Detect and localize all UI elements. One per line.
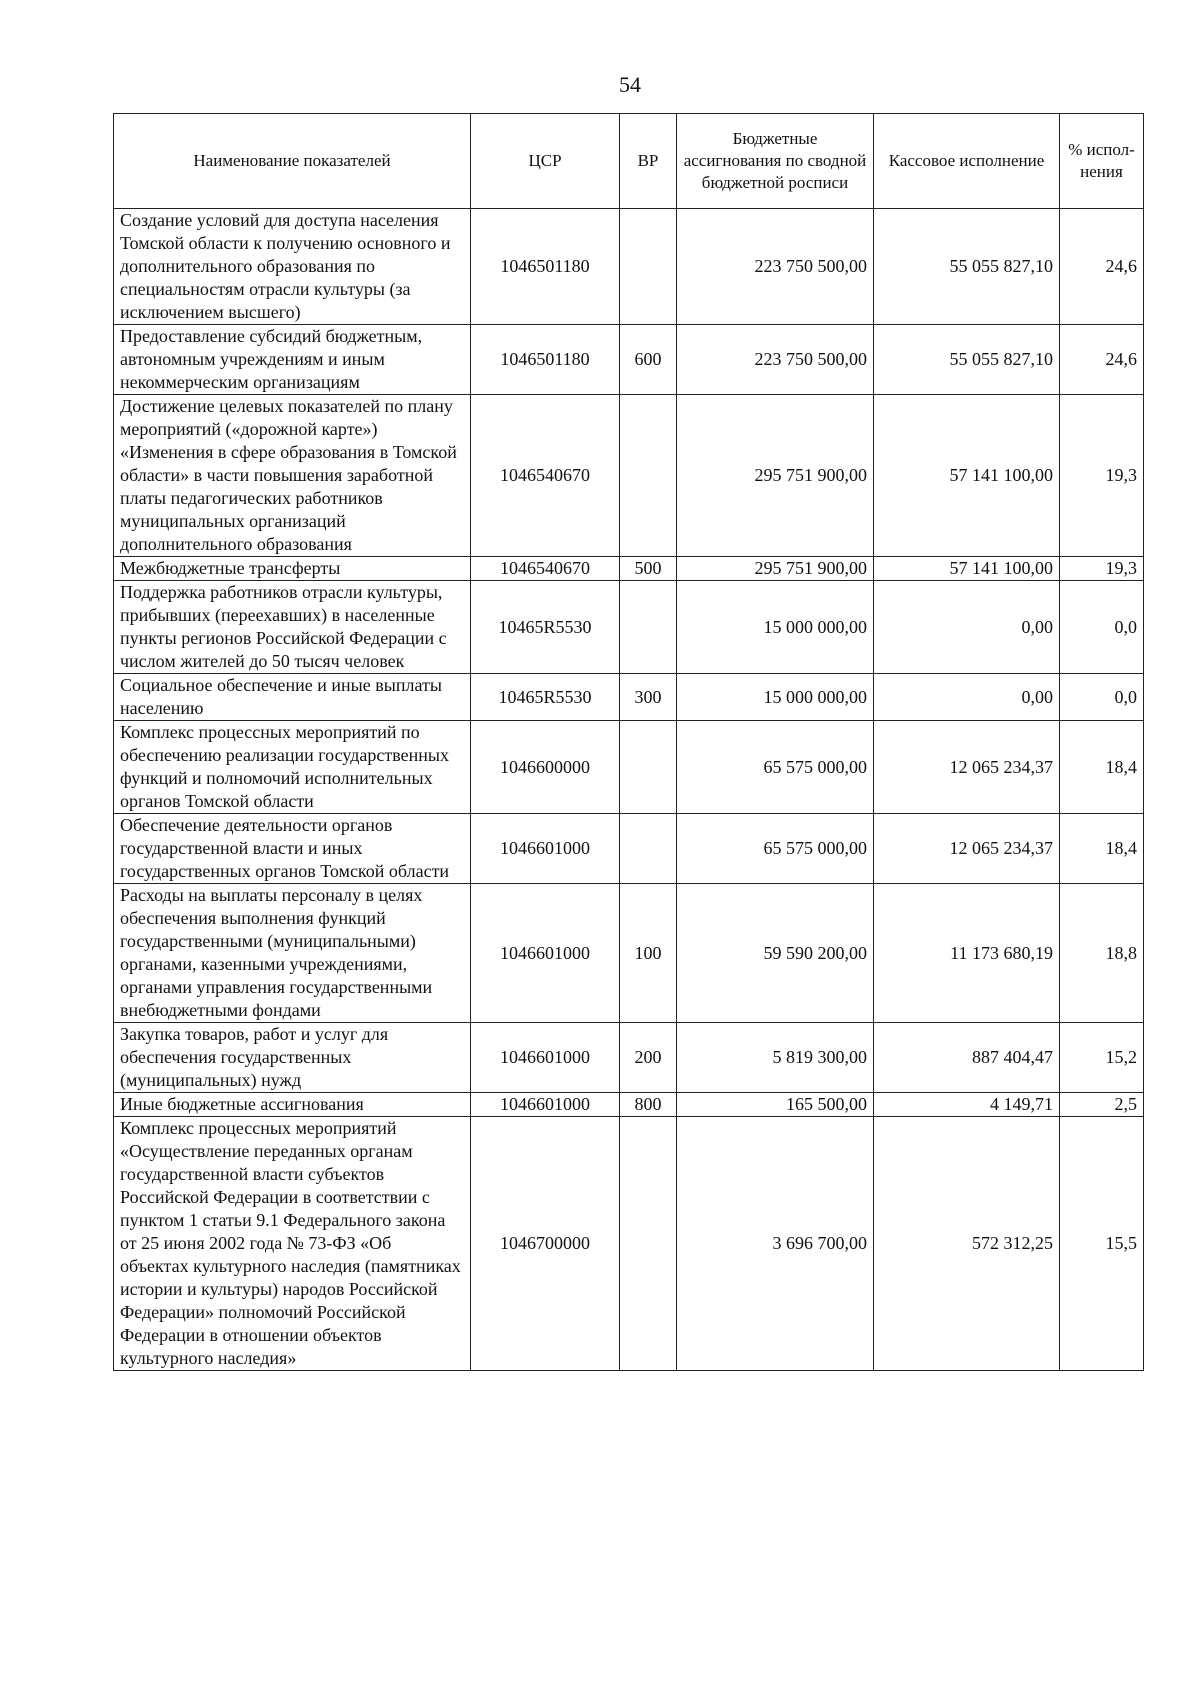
table-row: [114, 209, 1144, 325]
cell-vr: [620, 1117, 677, 1371]
cell-csr: 10465R5530: [471, 674, 620, 721]
cell-name: Социальное обеспечение и иные выплаты населению: [114, 674, 471, 721]
cell-csr: 1046540670: [471, 557, 620, 581]
cell-csr: 10465R5530: [471, 581, 620, 674]
cell-cash: 0,00: [874, 674, 1060, 721]
cell-vr: [620, 395, 677, 557]
cell-name: Поддержка работников отрасли культуры, прибывших (переехавших) в населенные пункты регионов Российской Федерации с числом жителей до 50 тысяч человек: [114, 581, 471, 674]
cell-cash: 12 065 234,37: [874, 721, 1060, 814]
cell-cash: 12 065 234,37: [874, 814, 1060, 884]
cell-name: Комплекс процессных мероприятий «Осуществление переданных органам государственной власти субъектов Российской Федерации в соответствии с пунктом 1 статьи 9.1 Федерального закона от 25 июня 2002 года № 73-ФЗ «Об объектах культурного наследия (памятниках истории и культуры) народов Российской Федерации» полномочий Российской Федерации в отношении объектов культурного наследия»: [114, 1117, 471, 1371]
cell-cash: 57 141 100,00: [874, 395, 1060, 557]
cell-vr: 600: [620, 325, 677, 395]
table-row: [114, 721, 1144, 814]
cell-pct: 2,5: [1060, 1093, 1144, 1117]
cell-pct: 24,6: [1060, 325, 1144, 395]
table-row: [114, 1093, 1144, 1117]
cell-vr: 100: [620, 884, 677, 1023]
cell-vr: [620, 581, 677, 674]
cell-pct: 19,3: [1060, 395, 1144, 557]
header-pct: % испол-нения: [1060, 114, 1144, 209]
cell-budget: 295 751 900,00: [677, 557, 874, 581]
cell-name: Закупка товаров, работ и услуг для обеспечения государственных (муниципальных) нужд: [114, 1023, 471, 1093]
cell-budget: 65 575 000,00: [677, 814, 874, 884]
cell-csr: 1046501180: [471, 325, 620, 395]
cell-pct: 19,3: [1060, 557, 1144, 581]
header-cash: Кассовое исполнение: [874, 114, 1060, 209]
cell-pct: 15,5: [1060, 1117, 1144, 1371]
cell-pct: 24,6: [1060, 209, 1144, 325]
cell-name: Комплекс процессных мероприятий по обеспечению реализации государственных функций и полномочий исполнительных органов Томской области: [114, 721, 471, 814]
table-body: [114, 209, 1144, 1371]
cell-cash: 57 141 100,00: [874, 557, 1060, 581]
cell-name: Достижение целевых показателей по плану мероприятий («дорожной карте») «Изменения в сфере образования в Томской области» в части повышения заработной платы педагогических работников муниципальных организаций дополнительного образования: [114, 395, 471, 557]
cell-budget: 165 500,00: [677, 1093, 874, 1117]
cell-pct: 18,4: [1060, 721, 1144, 814]
cell-pct: 0,0: [1060, 674, 1144, 721]
table-row: [114, 557, 1144, 581]
table-row: [114, 1023, 1144, 1093]
header-budget: Бюджетные ассигнования по сводной бюджетной росписи: [677, 114, 874, 209]
cell-csr: 1046601000: [471, 814, 620, 884]
cell-vr: 500: [620, 557, 677, 581]
cell-budget: 59 590 200,00: [677, 884, 874, 1023]
table-row: [114, 674, 1144, 721]
cell-csr: 1046501180: [471, 209, 620, 325]
cell-name: Расходы на выплаты персоналу в целях обеспечения выполнения функций государственными (муниципальными) органами, казенными учреждениями, органами управления государственными внебюджетными фондами: [114, 884, 471, 1023]
cell-cash: 55 055 827,10: [874, 209, 1060, 325]
cell-csr: 1046601000: [471, 1023, 620, 1093]
cell-budget: 15 000 000,00: [677, 674, 874, 721]
cell-pct: 18,4: [1060, 814, 1144, 884]
header-vr: ВР: [620, 114, 677, 209]
cell-cash: 887 404,47: [874, 1023, 1060, 1093]
cell-vr: 800: [620, 1093, 677, 1117]
cell-budget: 3 696 700,00: [677, 1117, 874, 1371]
cell-csr: 1046600000: [471, 721, 620, 814]
cell-pct: 18,8: [1060, 884, 1144, 1023]
cell-vr: 300: [620, 674, 677, 721]
table-row: [114, 581, 1144, 674]
budget-execution-table: [113, 113, 1144, 1371]
cell-cash: 4 149,71: [874, 1093, 1060, 1117]
table-row: [114, 884, 1144, 1023]
cell-vr: [620, 721, 677, 814]
cell-vr: [620, 814, 677, 884]
table-row: [114, 1117, 1144, 1371]
cell-name: Межбюджетные трансферты: [114, 557, 471, 581]
cell-cash: 572 312,25: [874, 1117, 1060, 1371]
cell-pct: 15,2: [1060, 1023, 1144, 1093]
cell-cash: 11 173 680,19: [874, 884, 1060, 1023]
cell-name: Иные бюджетные ассигнования: [114, 1093, 471, 1117]
cell-cash: 55 055 827,10: [874, 325, 1060, 395]
cell-budget: 65 575 000,00: [677, 721, 874, 814]
cell-vr: [620, 209, 677, 325]
table-row: [114, 325, 1144, 395]
cell-vr: 200: [620, 1023, 677, 1093]
table-row: [114, 395, 1144, 557]
cell-csr: 1046601000: [471, 884, 620, 1023]
cell-name: Обеспечение деятельности органов государственной власти и иных государственных органов Томской области: [114, 814, 471, 884]
table-header-row: [114, 114, 1144, 209]
cell-budget: 295 751 900,00: [677, 395, 874, 557]
page-number: 54: [619, 72, 641, 97]
cell-csr: 1046700000: [471, 1117, 620, 1371]
cell-csr: 1046601000: [471, 1093, 620, 1117]
cell-budget: 5 819 300,00: [677, 1023, 874, 1093]
cell-budget: 223 750 500,00: [677, 325, 874, 395]
cell-name: Создание условий для доступа населения Томской области к получению основного и дополнительного образования по специальностям отрасли культуры (за исключением высшего): [114, 209, 471, 325]
cell-budget: 223 750 500,00: [677, 209, 874, 325]
cell-budget: 15 000 000,00: [677, 581, 874, 674]
cell-cash: 0,00: [874, 581, 1060, 674]
cell-csr: 1046540670: [471, 395, 620, 557]
cell-pct: 0,0: [1060, 581, 1144, 674]
cell-name: Предоставление субсидий бюджетным, автономным учреждениям и иным некоммерческим организациям: [114, 325, 471, 395]
table-row: [114, 814, 1144, 884]
header-name: Наименование показателей: [114, 114, 471, 209]
header-csr: ЦСР: [471, 114, 620, 209]
